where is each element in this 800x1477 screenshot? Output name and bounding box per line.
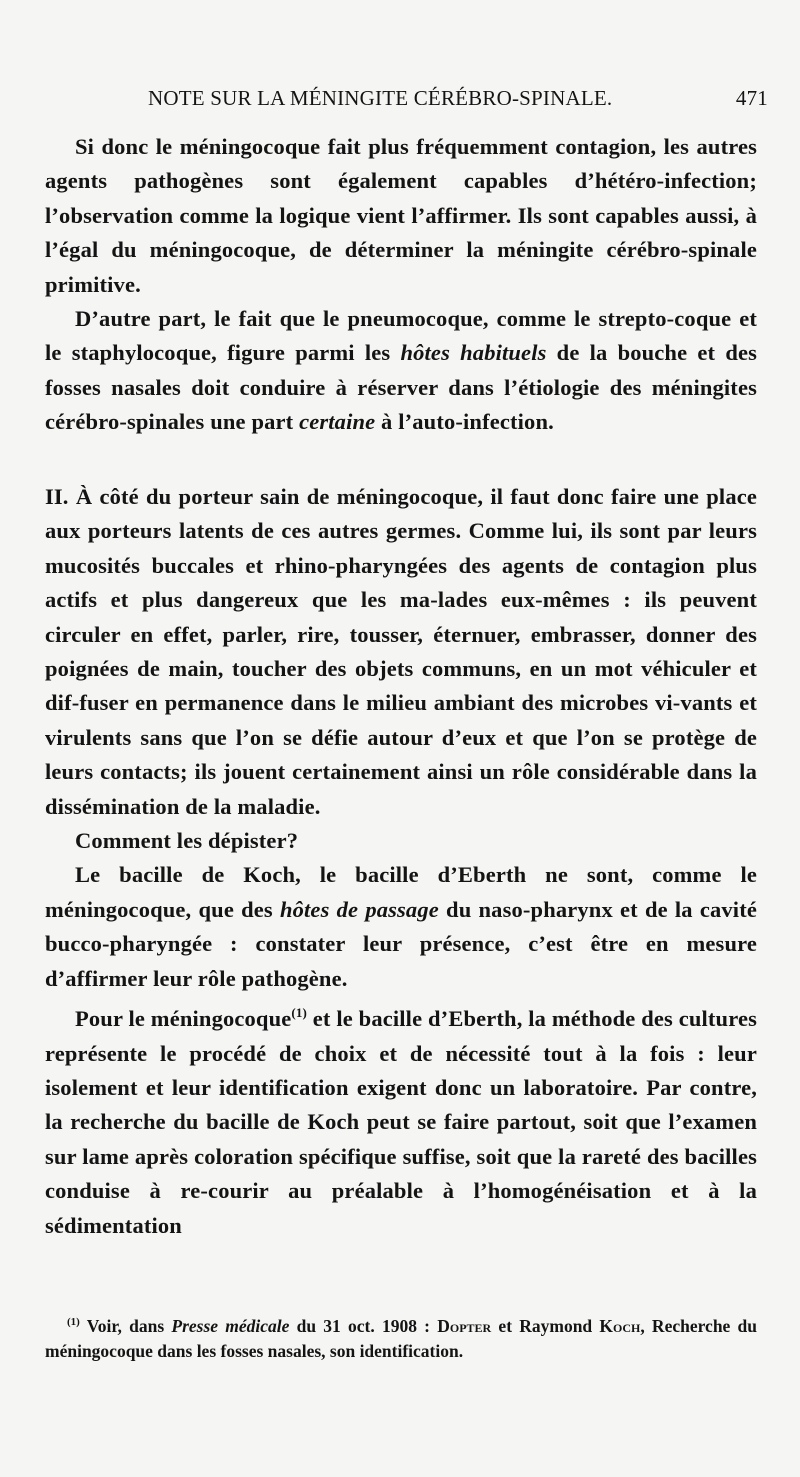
paragraph-2-text-b: de la bouche et des fosses nasales doit conduire à réserver dans l’étiologie des méningites cérébro-spinales une part <box>45 340 758 435</box>
paragraph-question: Comment les dépister? <box>75 828 299 854</box>
footnote-text-b: du 31 oct. 1908 : <box>289 1316 438 1336</box>
italic-hotes-de-passage: hôtes de passage <box>279 896 439 922</box>
footnote-text-c: et Raymond <box>491 1316 600 1336</box>
footnote-author-dopter: Dopter <box>437 1316 492 1336</box>
paragraph-5-text-b: du naso-pharynx et de la cavité bucco-pharyngée : constater leur présence, c’est être en mesure d’affirmer leur rôle pathogène. <box>45 896 757 991</box>
paragraph-2-text-a: D’autre part, le fait que le pneumocoque, comme le strepto-coque et le staphylocoque, figure parmi les <box>45 306 757 366</box>
footnote-text-a: Voir, dans <box>79 1316 172 1336</box>
paragraph-6-text-a: Pour le méningocoque <box>75 1006 292 1032</box>
footnote-author-koch: Koch <box>599 1316 641 1336</box>
paragraph-2-text-c: à l’auto-infection. <box>375 409 554 435</box>
footnote-mark: (1) <box>67 1316 80 1328</box>
footnote <box>45 1310 757 1364</box>
footnote-journal: Presse médicale <box>171 1316 290 1336</box>
italic-certaine: certaine <box>299 409 376 435</box>
paragraph-5-text-a: Le bacille de Koch, le bacille d’Eberth ne sont, comme le méningocoque, que des <box>45 862 757 922</box>
paragraph-methods <box>45 996 757 1243</box>
page-header <box>148 86 768 118</box>
body-text-upper <box>45 130 757 440</box>
italic-hotes-habituels: hôtes habituels <box>400 340 547 366</box>
paragraph-6-text-b: et le bacille d’Eberth, la méthode des cultures représente le procédé de choix et de nécessité tout à la fois : leur isolement et leur identification exigent donc un laboratoire. Par contre, la recherche du bacille de Koch peut se faire partout, soit que l’examen sur lame après coloration spécifique suffise, soit que la rareté des bacilles conduise à re-courir au préalable à l’homogénéisation et à la sédimentation <box>45 1006 757 1238</box>
paragraph-koch-eberth <box>45 858 757 996</box>
footnote-text <box>45 1310 757 1364</box>
paragraph-section-ii: II. À côté du porteur sain de méningocoque, il faut donc faire une place aux porteurs latents de ces autres germes. Comme lui, ils sont par leurs mucosités buccales et rhino-pharyngées des agents de contagion plus actifs et plus dangereux que les ma-lades eux-mêmes : ils peuvent circuler en effet, parler, rire, tousser, éternuer, embrasser, donner des poignées de main, toucher des objets communs, en un mot véhiculer et dif-fuser en permanence dans le milieu ambiant des microbes vi-vants et virulents sans que l’on se défie autour d’eux et que l’on se protège de leurs contacts; ils jouent certainement ainsi un rôle considérable dans la dissémination de la maladie. <box>45 484 757 819</box>
running-title: NOTE SUR LA MÉNINGITE CÉRÉBRO-SPINALE. <box>148 86 613 110</box>
footnote-reference: (1) <box>291 1005 307 1021</box>
paragraph-2 <box>45 302 757 440</box>
body-text-section-ii <box>45 480 757 1243</box>
paragraph-1: Si donc le méningocoque fait plus fréquemment contagion, les autres agents pathogènes sont également capables d’hétéro-infection; l’observation comme la logique vient l’affirmer. Ils sont capables aussi, à l’égal du méningocoque, de déterminer la méningite cérébro-spinale primitive. <box>45 134 757 297</box>
page-number: 471 <box>735 86 768 110</box>
footnote-text-d: , Recherche du méningocoque dans les fosses nasales, son identification. <box>45 1316 758 1361</box>
